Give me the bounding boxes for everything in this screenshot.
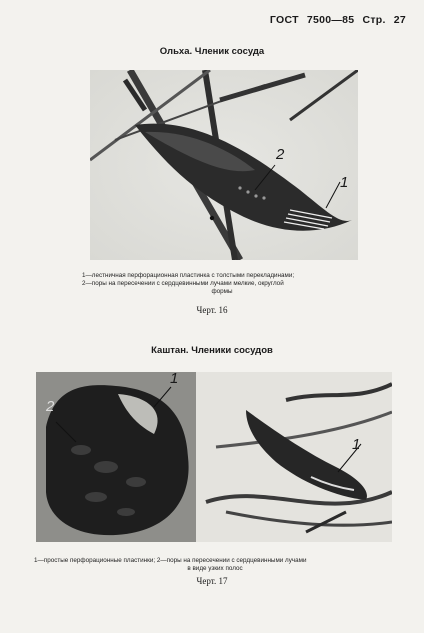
figure-16-caption-line-1: 1—лестничная перфорационная пластинка с толстыми перекладинами;: [82, 272, 295, 279]
standard-name: ГОСТ: [269, 14, 299, 26]
figure-17-title: Каштан. Членики сосудов: [151, 345, 273, 356]
figure-17-left-label-2: 2: [46, 398, 55, 415]
figure-16-photo: [90, 70, 358, 260]
figure-17-caption-line-1: 1—простые перфорационные пластинки; 2—поры на пересечении с сердцевинными лучами: [34, 557, 307, 564]
figure-16-caption-line-2: 2—поры на пересечении с сердцевинными лучами мелкие, округлой: [82, 280, 284, 287]
figure-16-caption-line-3: формы: [211, 288, 233, 295]
figure-16-label: Черт. 16: [196, 305, 228, 315]
figure-17-caption-line-2: в виде узких полос: [187, 565, 243, 572]
figure-16-caption: [82, 272, 382, 296]
figure-16-title: Ольха. Членик сосуда: [159, 46, 265, 57]
alder-vessel-micrograph: [90, 70, 358, 260]
figure-16-label-2: 2: [276, 146, 285, 163]
figure-17-label: Черт. 17: [196, 576, 228, 586]
figure-17-left-label-1: 1: [170, 372, 179, 387]
figure-17-photo: [36, 372, 392, 542]
page-header: [270, 14, 406, 26]
page-label: Стр.: [362, 14, 386, 26]
figure-16-label-1: 1: [340, 174, 349, 191]
standard-number: 7500—85: [306, 14, 355, 26]
chestnut-vessel-micrograph: [36, 372, 392, 542]
page-number: 27: [393, 14, 406, 26]
figure-17-caption: [34, 557, 404, 573]
figure-17-right-label-1: 1: [352, 436, 361, 453]
